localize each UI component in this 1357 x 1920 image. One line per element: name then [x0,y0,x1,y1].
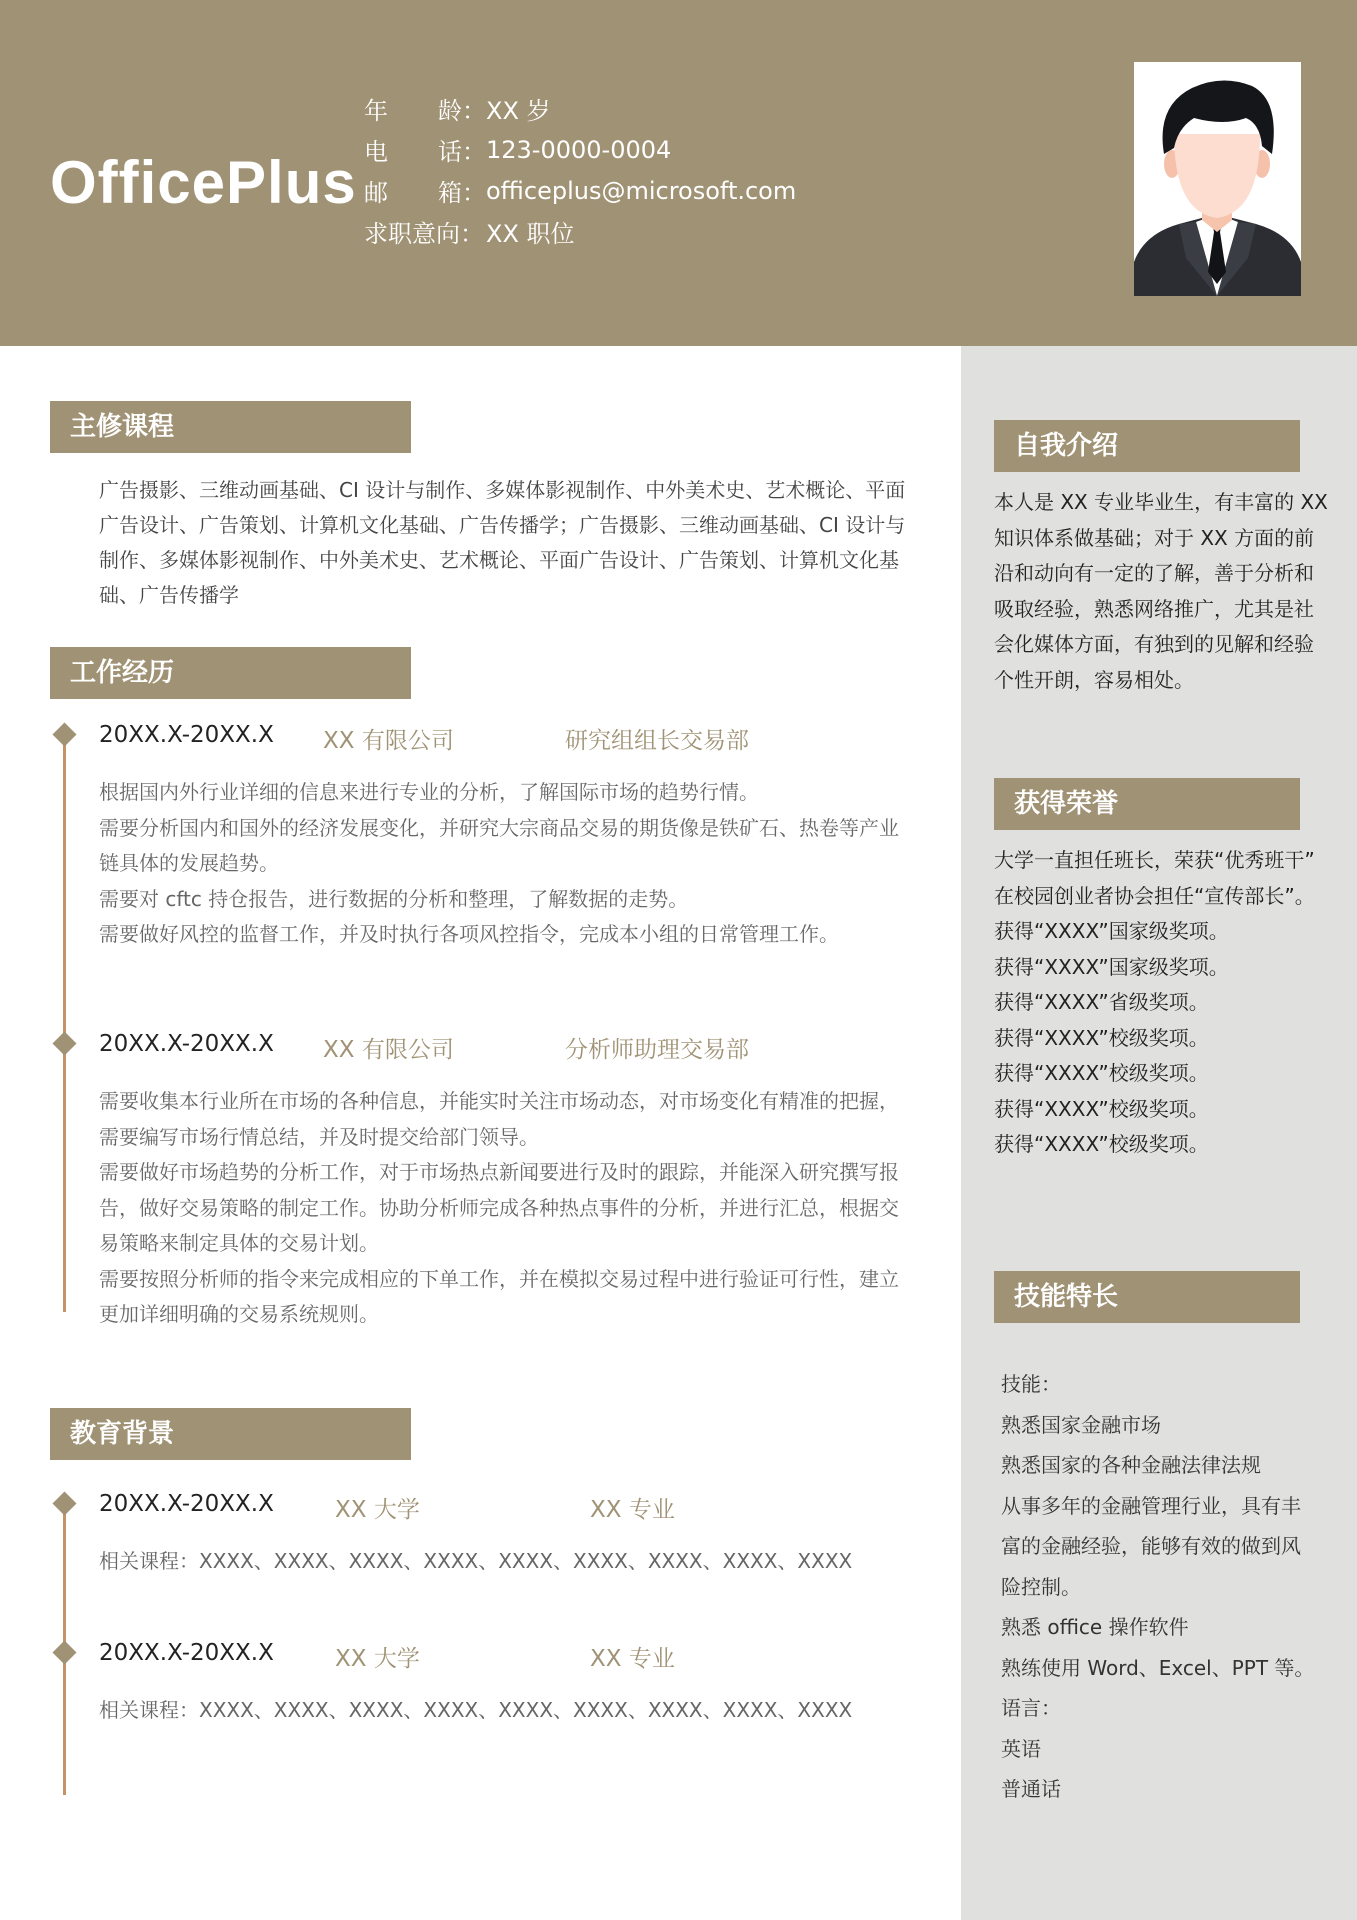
skill-item: 富的金融经验，能够有效的做到风 [1001,1534,1301,1558]
skill-item: 险控制。 [1001,1574,1081,1599]
info-row-intent [364,211,796,252]
skill-item: 普通话 [1001,1777,1061,1801]
section-title-courses: 主修课程 [50,401,411,453]
about-line: 个性开朗，容易相处。 [994,667,1194,692]
honor-item: 获得“XXXX”校级奖项。 [994,1132,1209,1156]
courses-line: 础、广告传播学 [99,583,239,607]
honor-item: 在校园创业者协会担任“宣传部长”。 [994,883,1315,908]
info-row-age [364,88,796,129]
work-description-line: 链具体的发展趋势。 [99,851,279,875]
edu-school: XX 大学 [335,1497,420,1523]
section-title-honors: 获得荣誉 [994,778,1300,830]
honor-item: 获得“XXXX”校级奖项。 [994,1061,1209,1085]
timeline-marker [52,1031,76,1055]
skill-item: 技能： [1001,1372,1061,1396]
edu-school: XX 大学 [335,1646,420,1672]
skill-item: 熟悉 office 操作软件 [1001,1615,1189,1639]
section-title-education: 教育背景 [50,1408,411,1460]
skills-list [1001,1364,1341,1810]
skill-item: 从事多年的金融管理行业，具有丰 [1001,1493,1301,1518]
honor-item: 获得“XXXX”国家级奖项。 [994,919,1229,943]
work-position: 研究组组长交易部 [565,728,749,754]
header-band [0,0,1357,346]
work-company: XX 有限公司 [323,728,454,754]
work-description [99,1084,939,1333]
honor-item: 获得“XXXX”省级奖项。 [994,990,1209,1014]
about-line: 沿和动向有一定的了解，善于分析和 [994,561,1314,585]
courses-line: 广告设计、广告策划、计算机文化基础、广告传播学；广告摄影、三维动画基础、CI 设计与 [99,513,906,537]
honor-item: 获得“XXXX”国家级奖项。 [994,954,1229,979]
edu-major: XX 专业 [590,1646,675,1672]
courses-line: 制作、多媒体影视制作、中外美术史、艺术概论、平面广告设计、广告策划、计算机文化基 [99,548,899,572]
edu-courses-line: 相关课程：XXXX、XXXX、XXXX、XXXX、XXXX、XXXX、XXXX、XXXX、XXXX [99,1698,853,1722]
work-description-line: 需要做好风控的监督工作，并及时执行各项风控指令，完成本小组的日常管理工作。 [99,922,839,946]
edu-major: XX 专业 [590,1497,675,1523]
skill-item: 熟悉国家的各种金融法律法规 [1001,1453,1261,1477]
honor-item: 获得“XXXX”校级奖项。 [994,1025,1209,1050]
timeline-marker [52,722,76,746]
work-company: XX 有限公司 [323,1037,454,1063]
work-position: 分析师助理交易部 [565,1037,749,1063]
edu-courses-line: 相关课程：XXXX、XXXX、XXXX、XXXX、XXXX、XXXX、XXXX、XXXX、XXXX [99,1549,853,1573]
work-timeline [63,735,66,1312]
avatar-person-icon [1134,62,1301,296]
info-label-intent: 求职意向： [364,220,484,248]
skill-item: 熟悉国家金融市场 [1001,1412,1161,1437]
courses-line: 广告摄影、三维动画基础、CI 设计与制作、多媒体影视制作、中外美术史、艺术概论、平面 [99,478,906,502]
timeline-marker [52,1491,76,1515]
info-row-phone [364,129,796,170]
info-value-intent: XX 职位 [486,220,575,248]
work-description-line: 易策略来制定具体的交易计划。 [99,1231,379,1255]
honor-item: 获得“XXXX”校级奖项。 [994,1096,1209,1121]
section-title-about: 自我介绍 [994,420,1300,472]
work-description-line: 需要收集本行业所在市场的各种信息，并能实时关注市场动态，对市场变化有精准的把握， [99,1089,899,1113]
about-line: 吸取经验，熟悉网络推广，尤其是社 [994,596,1314,621]
info-label-age: 年 龄： [364,97,486,125]
work-description-line: 更加详细明确的交易系统规则。 [99,1302,379,1326]
name-logo: OfficePlus [50,149,357,216]
info-value-phone: 123-0000-0004 [486,135,672,164]
skill-item: 英语 [1001,1736,1041,1761]
about-text [994,485,1334,698]
work-description-line: 根据国内外行业详细的信息来进行专业的分析，了解国际市场的趋势行情。 [99,780,759,804]
work-description-line: 需要做好市场趋势的分析工作，对于市场热点新闻要进行及时的跟踪，并能深入研究撰写报 [99,1160,899,1184]
info-value-email[interactable]: officeplus@microsoft.com [486,176,797,205]
avatar [1134,62,1301,296]
edu-courses [99,1693,939,1729]
section-title-skills: 技能特长 [994,1271,1300,1323]
section-title-work: 工作经历 [50,647,411,699]
work-description-line: 需要对 cftc 持仓报告，进行数据的分析和整理，了解数据的走势。 [99,886,689,911]
work-description-line: 需要编写市场行情总结，并及时提交给部门领导。 [99,1124,539,1149]
work-date: 20XX.X-20XX.X [99,722,274,748]
skill-item: 熟练使用 Word、Excel、PPT 等。 [1001,1655,1315,1680]
work-description-line: 告，做好交易策略的制定工作。协助分析师完成各种热点事件的分析，并进行汇总，根据交 [99,1195,899,1220]
work-description-line: 需要按照分析师的指令来完成相应的下单工作，并在模拟交易过程中进行验证可行性，建立 [99,1266,899,1291]
honors-list [994,843,1334,1163]
info-label-email: 邮 箱： [364,179,486,207]
work-date: 20XX.X-20XX.X [99,1031,274,1057]
skill-item: 语言： [1001,1696,1061,1720]
work-description-line: 需要分析国内和国外的经济发展变化，并研究大宗商品交易的期货像是铁矿石、热卷等产业 [99,815,899,840]
work-description [99,775,939,953]
courses-text [99,473,939,613]
honor-item: 大学一直担任班长，荣获“优秀班干” [994,848,1315,872]
about-line: 本人是 XX 专业毕业生，有丰富的 XX [994,490,1328,514]
personal-info [364,88,796,252]
edu-date: 20XX.X-20XX.X [99,1640,274,1666]
about-line: 知识体系做基础；对于 XX 方面的前 [994,525,1315,550]
timeline-marker [52,1640,76,1664]
info-label-phone: 电 话： [364,138,486,166]
edu-date: 20XX.X-20XX.X [99,1491,274,1517]
info-row-email [364,170,796,211]
edu-courses [99,1544,939,1580]
about-line: 会化媒体方面，有独到的见解和经验 [994,632,1314,656]
info-value-age: XX 岁 [486,97,551,125]
